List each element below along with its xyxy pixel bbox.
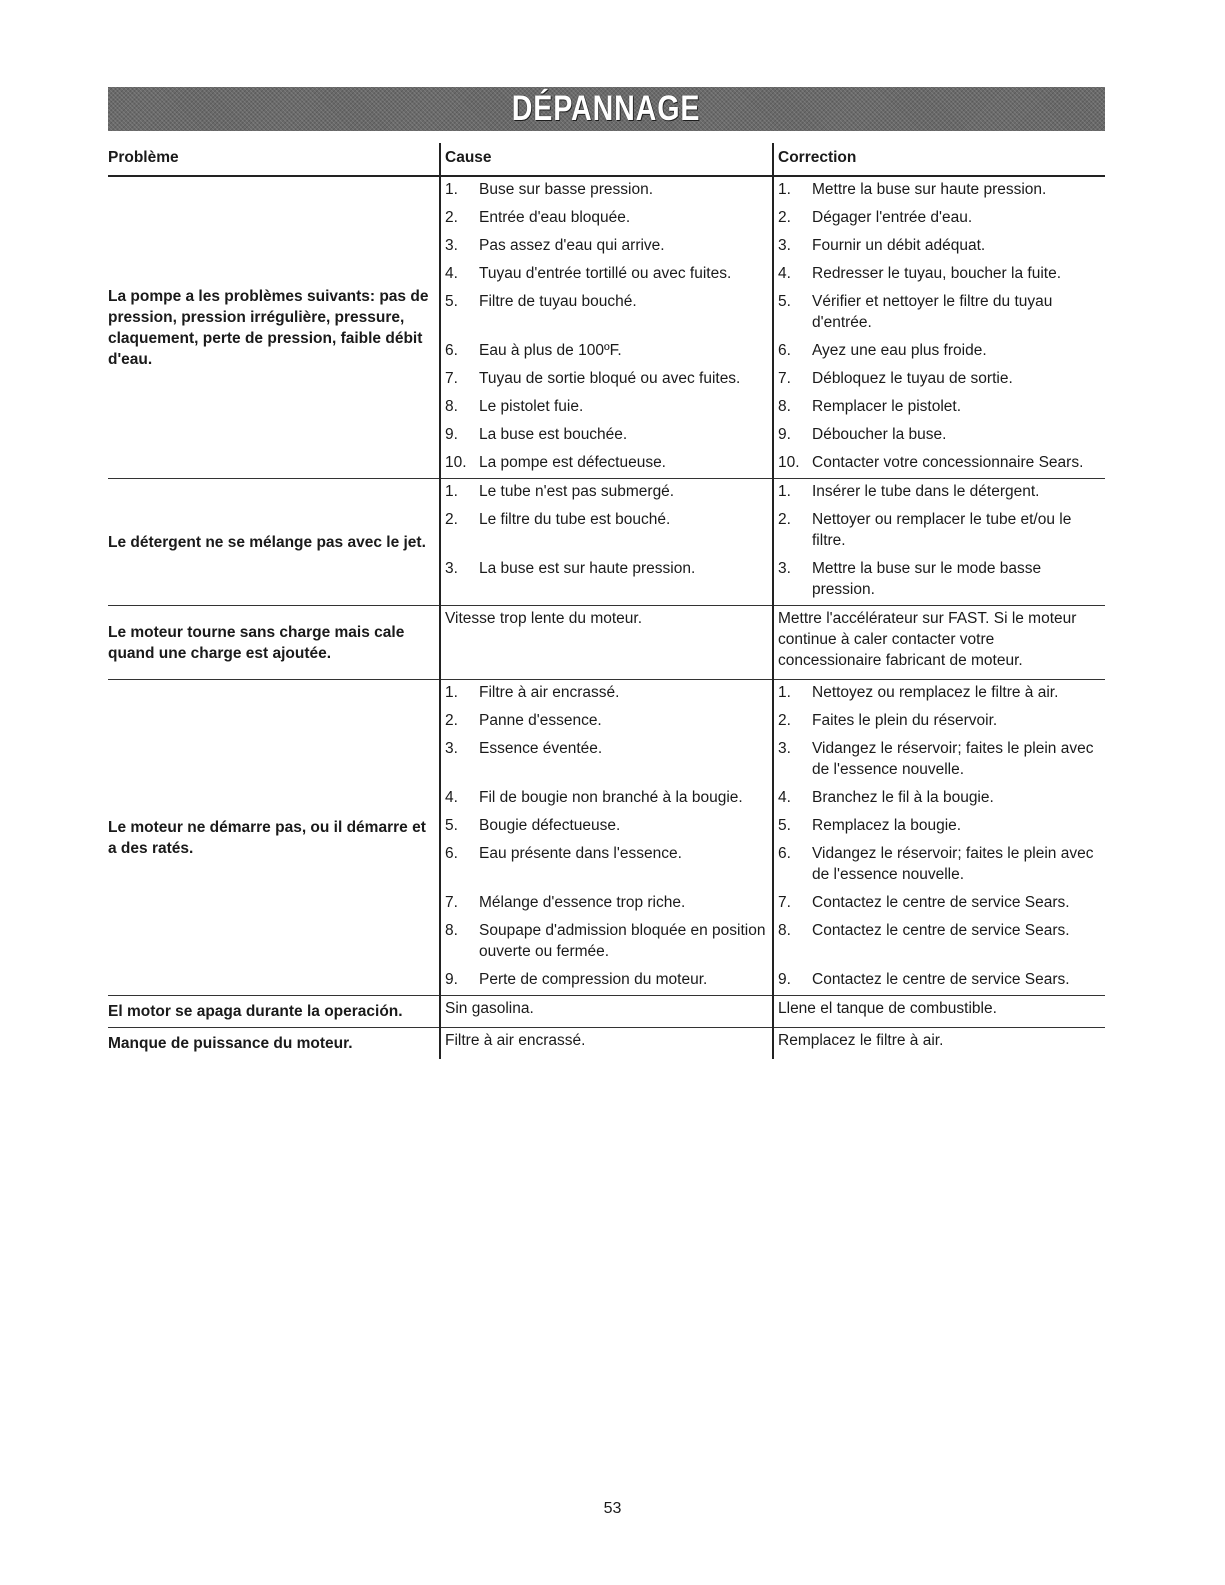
item-number: 7. — [445, 894, 458, 911]
item-number: 3. — [778, 740, 791, 757]
cause-cell — [440, 996, 773, 1028]
item-number: 2. — [445, 511, 458, 528]
cause-text: Mélange d'essence trop riche. — [479, 894, 686, 911]
cause-text: Filtre de tuyau bouché. — [479, 293, 637, 310]
correction-list-item — [774, 680, 1105, 708]
correction-list — [774, 177, 1105, 478]
item-number: 1. — [778, 483, 791, 500]
correction-list — [774, 479, 1105, 605]
table-header-row — [108, 143, 1105, 176]
page-number: 53 — [603, 1500, 622, 1517]
cause-text: Bougie défectueuse. — [479, 817, 621, 834]
item-number: 2. — [778, 209, 791, 226]
correction-text: Vidangez le réservoir; faites le plein avec de l'essence nouvelle. — [812, 740, 1094, 778]
item-number: 2. — [445, 209, 458, 226]
cause-list-item — [441, 289, 772, 338]
item-number: 3. — [778, 237, 791, 254]
correction-list-item — [774, 366, 1105, 394]
correction-text: Mettre la buse sur haute pression. — [812, 181, 1047, 198]
cause-list-item — [441, 233, 772, 261]
item-number: 8. — [445, 398, 458, 415]
correction-list-item — [774, 813, 1105, 841]
correction-cell — [773, 996, 1105, 1028]
cause-text: Filtre à air encrassé. — [479, 684, 620, 701]
cause-list-item — [441, 967, 772, 995]
cause-cell — [440, 680, 773, 996]
correction-list-item — [774, 708, 1105, 736]
item-number: 3. — [445, 560, 458, 577]
page-title: DÉPANNAGE — [512, 89, 701, 128]
cause-list-item — [441, 394, 772, 422]
cause-cell — [440, 1028, 773, 1060]
cause-text: Pas assez d'eau qui arrive. — [479, 237, 665, 254]
item-number: 3. — [778, 560, 791, 577]
item-number: 5. — [445, 293, 458, 310]
item-number: 9. — [445, 971, 458, 988]
item-number: 6. — [445, 342, 458, 359]
correction-text: Contactez le centre de service Sears. — [812, 971, 1070, 988]
item-number: 2. — [778, 712, 791, 729]
correction-list-item — [774, 261, 1105, 289]
item-number: 5. — [778, 293, 791, 310]
problem-cell: El motor se apaga durante la operación. — [108, 996, 440, 1028]
correction-list — [774, 680, 1105, 995]
item-number: 9. — [778, 971, 791, 988]
correction-text: Remplacez la bougie. — [812, 817, 962, 834]
cause-text: Entrée d'eau bloquée. — [479, 209, 631, 226]
cause-text: La pompe est défectueuse. — [479, 454, 666, 471]
item-number: 8. — [778, 398, 791, 415]
item-number: 7. — [778, 370, 791, 387]
cause-text: Fil de bougie non branché à la bougie. — [479, 789, 743, 806]
cause-list-item — [441, 918, 772, 967]
item-number: 7. — [778, 894, 791, 911]
correction-text: Llene el tanque de combustible. — [778, 1000, 997, 1017]
cause-cell — [440, 479, 773, 606]
cause-list — [441, 479, 772, 605]
correction-text: Redresser le tuyau, boucher la fuite. — [812, 265, 1061, 282]
correction-list-item — [774, 736, 1105, 785]
cause-list-item — [441, 338, 772, 366]
correction-cell — [773, 606, 1105, 680]
cause-text: Le pistolet fuie. — [479, 398, 584, 415]
correction-list-item — [774, 890, 1105, 918]
item-number: 3. — [445, 237, 458, 254]
problem-group — [108, 996, 1105, 1028]
cause-cell — [440, 606, 773, 680]
correction-list-item — [774, 205, 1105, 233]
correction-text: Branchez le fil à la bougie. — [812, 789, 994, 806]
correction-text: Remplacez le filtre à air. — [778, 1032, 944, 1049]
correction-text: Déboucher la buse. — [812, 426, 947, 443]
cause-list-item — [441, 261, 772, 289]
correction-text: Débloquez le tuyau de sortie. — [812, 370, 1013, 387]
cause-list-item — [441, 479, 772, 507]
correction-text: Fournir un débit adéquat. — [812, 237, 986, 254]
cause-list-item — [441, 177, 772, 205]
cause-list-item — [441, 556, 772, 605]
item-number: 6. — [445, 845, 458, 862]
cause-text: Le tube n'est pas submergé. — [479, 483, 675, 500]
cause-text: Filtre à air encrassé. — [445, 1032, 586, 1049]
correction-text: Nettoyez ou remplacez le filtre à air. — [812, 684, 1059, 701]
cause-list-item — [441, 813, 772, 841]
correction-list-item — [774, 338, 1105, 366]
correction-list-item — [774, 394, 1105, 422]
item-number: 5. — [445, 817, 458, 834]
correction-text: Contactez le centre de service Sears. — [812, 922, 1070, 939]
item-number: 1. — [778, 181, 791, 198]
cause-text: Buse sur basse pression. — [479, 181, 654, 198]
cause-text: Sin gasolina. — [445, 1000, 534, 1017]
correction-text: Ayez une eau plus froide. — [812, 342, 987, 359]
correction-text: Nettoyer ou remplacer le tube et/ou le filtre. — [812, 511, 1072, 549]
header-problem: Problème — [108, 143, 440, 176]
item-number: 4. — [778, 265, 791, 282]
correction-list-item — [774, 507, 1105, 556]
cause-list-item — [441, 680, 772, 708]
correction-text: Mettre l'accélérateur sur FAST. Si le moteur continue à caler contacter votre concessionaire fabricant de moteur. — [778, 610, 1077, 669]
item-number: 6. — [778, 342, 791, 359]
cause-text: Tuyau de sortie bloqué ou avec fuites. — [479, 370, 741, 387]
correction-list-item — [774, 785, 1105, 813]
correction-list-item — [774, 422, 1105, 450]
item-number: 2. — [778, 511, 791, 528]
item-number: 8. — [445, 922, 458, 939]
problem-cell: Le moteur ne démarre pas, ou il démarre et a des ratés. — [108, 680, 440, 996]
item-number: 9. — [778, 426, 791, 443]
cause-list-item — [441, 422, 772, 450]
correction-list-item — [774, 233, 1105, 261]
cause-list-item — [441, 890, 772, 918]
cause-cell — [440, 176, 773, 479]
cause-list-item — [441, 785, 772, 813]
item-number: 1. — [445, 483, 458, 500]
problem-group — [108, 1028, 1105, 1060]
correction-text: Dégager l'entrée d'eau. — [812, 209, 973, 226]
problem-group — [108, 680, 1105, 996]
correction-text: Contacter votre concessionnaire Sears. — [812, 454, 1084, 471]
problem-cell: Le moteur tourne sans charge mais cale quand une charge est ajoutée. — [108, 606, 440, 680]
correction-cell — [773, 680, 1105, 996]
cause-list-item — [441, 507, 772, 556]
problem-cell: Le détergent ne se mélange pas avec le jet. — [108, 479, 440, 606]
item-number: 1. — [445, 684, 458, 701]
problem-cell: La pompe a les problèmes suivants: pas de pression, pression irrégulière, pressure, claquement, perte de pression, faible débit d'eau. — [108, 176, 440, 479]
cause-text: Vitesse trop lente du moteur. — [445, 610, 643, 627]
item-number: 6. — [778, 845, 791, 862]
correction-list-item — [774, 289, 1105, 338]
cause-list-item — [441, 736, 772, 785]
correction-list-item — [774, 556, 1105, 605]
cause-list-item — [441, 205, 772, 233]
cause-text: La buse est sur haute pression. — [479, 560, 696, 577]
item-number: 1. — [778, 684, 791, 701]
correction-text: Mettre la buse sur le mode basse pression. — [812, 560, 1042, 598]
item-number: 9. — [445, 426, 458, 443]
table-body — [108, 176, 1105, 1059]
item-number: 2. — [445, 712, 458, 729]
item-number: 10. — [778, 454, 800, 471]
item-number: 4. — [445, 789, 458, 806]
correction-text: Contactez le centre de service Sears. — [812, 894, 1070, 911]
item-number: 4. — [445, 265, 458, 282]
cause-list-item — [441, 366, 772, 394]
correction-list-item — [774, 479, 1105, 507]
item-number: 1. — [445, 181, 458, 198]
cause-text: Tuyau d'entrée tortillé ou avec fuites. — [479, 265, 732, 282]
problem-cell: Manque de puissance du moteur. — [108, 1035, 353, 1052]
problem-group — [108, 606, 1105, 680]
item-number: 3. — [445, 740, 458, 757]
item-number: 5. — [778, 817, 791, 834]
cause-list-item — [441, 450, 772, 478]
cause-list — [441, 177, 772, 478]
correction-text: Faites le plein du réservoir. — [812, 712, 998, 729]
cause-text: Le filtre du tube est bouché. — [479, 511, 671, 528]
correction-cell — [773, 176, 1105, 479]
header-correction: Correction — [773, 143, 1105, 176]
item-number: 7. — [445, 370, 458, 387]
cause-text: Eau à plus de 100ºF. — [479, 342, 622, 359]
problem-group — [108, 176, 1105, 479]
correction-list-item — [774, 967, 1105, 995]
header-cause: Cause — [440, 143, 773, 176]
correction-list-item — [774, 841, 1105, 890]
cause-text: La buse est bouchée. — [479, 426, 628, 443]
cause-text: Panne d'essence. — [479, 712, 602, 729]
item-number: 4. — [778, 789, 791, 806]
correction-text: Insérer le tube dans le détergent. — [812, 483, 1040, 500]
item-number: 8. — [778, 922, 791, 939]
cause-text: Perte de compression du moteur. — [479, 971, 708, 988]
correction-cell — [773, 479, 1105, 606]
cause-text: Soupape d'admission bloquée en position ouverte ou fermée. — [479, 922, 766, 960]
correction-text: Remplacer le pistolet. — [812, 398, 962, 415]
cause-list — [441, 680, 772, 995]
correction-text: Vérifier et nettoyer le filtre du tuyau d'entrée. — [812, 293, 1053, 331]
troubleshooting-table — [108, 143, 1105, 1059]
cause-text: Essence éventée. — [479, 740, 603, 757]
item-number: 10. — [445, 454, 467, 471]
correction-list-item — [774, 177, 1105, 205]
cause-list-item — [441, 708, 772, 736]
cause-text: Eau présente dans l'essence. — [479, 845, 682, 862]
problem-group — [108, 479, 1105, 606]
correction-text: Vidangez le réservoir; faites le plein avec de l'essence nouvelle. — [812, 845, 1094, 883]
correction-list-item — [774, 450, 1105, 478]
title-banner — [108, 87, 1105, 131]
cause-list-item — [441, 841, 772, 890]
correction-list-item — [774, 918, 1105, 967]
correction-cell — [773, 1028, 1105, 1060]
